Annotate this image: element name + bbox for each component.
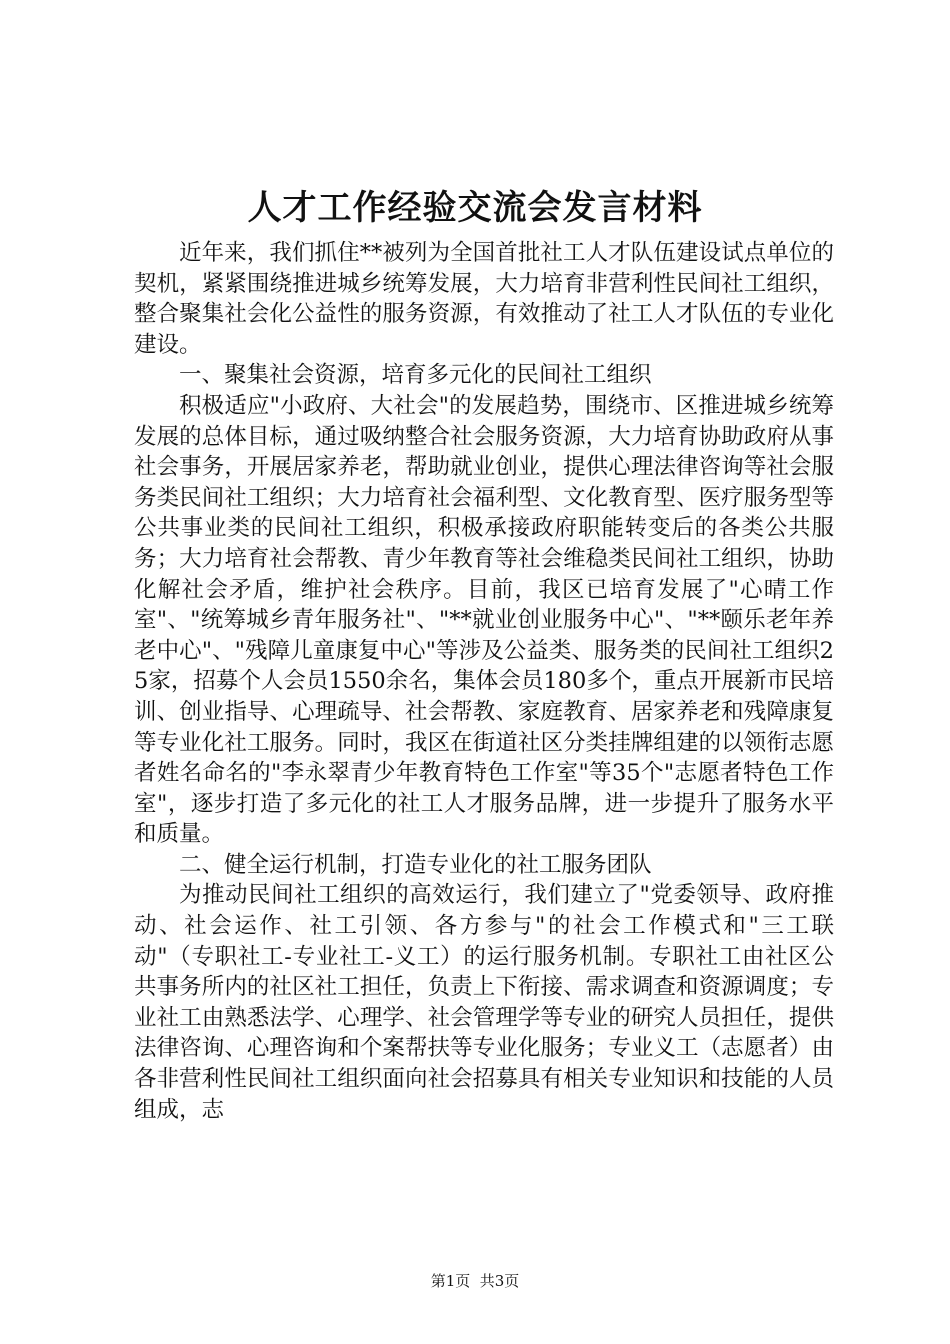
section-heading-2: 二、健全运行机制，打造专业化的社工服务团队 [179,851,652,878]
section-heading-1: 一、聚集社会资源，培育多元化的民间社工组织 [179,362,652,389]
page-number-footer: 第1页 共3页 [430,1272,520,1290]
document-title: 人才工作经验交流会发言材料 [247,188,703,228]
document-body [134,238,834,1125]
paragraph-intro: 近年来，我们抓住**被列为全国首批社工人才队伍建设试点单位的契机，紧紧围绕推进城乡统筹发展，大力培育非营利性民间社工组织，整合聚集社会化公益性的服务资源，有效推动了社工人才队伍的专业化建设。 [134,240,834,358]
paragraph-section-2: 为推动民间社工组织的高效运行，我们建立了"党委领导、政府推动、社会运作、社工引领、各方参与"的社会工作模式和"三工联动"（专职社工-专业社工-义工）的运行服务机制。专职社工由社区公共事务所内的社区社工担任，负责上下衔接、需求调查和资源调度；专业社工由熟悉法学、心理学、社会管理学等专业的研究人员担任，提供法律咨询、心理咨询和个案帮扶等专业化服务；专业义工（志愿者）由各非营利性民间社工组织面向社会招募具有相关专业知识和技能的人员组成，志 [134,882,834,1123]
paragraph-section-1: 积极适应"小政府、大社会"的发展趋势，围绕市、区推进城乡统筹发展的总体目标，通过吸纳整合社会服务资源，大力培育协助政府从事社会事务，开展居家养老，帮助就业创业，提供心理法律咨询等社会服务类民间社工组织；大力培育社会福利型、文化教育型、医疗服务型等公共事业类的民间社工组织，积极承接政府职能转变后的各类公共服务；大力培育社会帮教、青少年教育等社会维稳类民间社工组织，协助化解社会矛盾，维护社会秩序。目前，我区已培育发展了"心晴工作室"、"统筹城乡青年服务社"、"**就业创业服务中心"、"**颐乐老年养老中心"、"残障儿童康复中心"等涉及公益类、服务类的民间社工组织25家，招募个人会员1550余名，集体会员180多个，重点开展新市民培训、创业指导、心理疏导、社会帮教、家庭教育、居家养老和残障康复等专业化社工服务。同时，我区在街道社区分类挂牌组建的以领衔志愿者姓名命名的"李永翠青少年教育特色工作室"等35个"志愿者特色工作室"，逐步打造了多元化的社工人才服务品牌，进一步提升了服务水平和质量。 [134,392,834,848]
